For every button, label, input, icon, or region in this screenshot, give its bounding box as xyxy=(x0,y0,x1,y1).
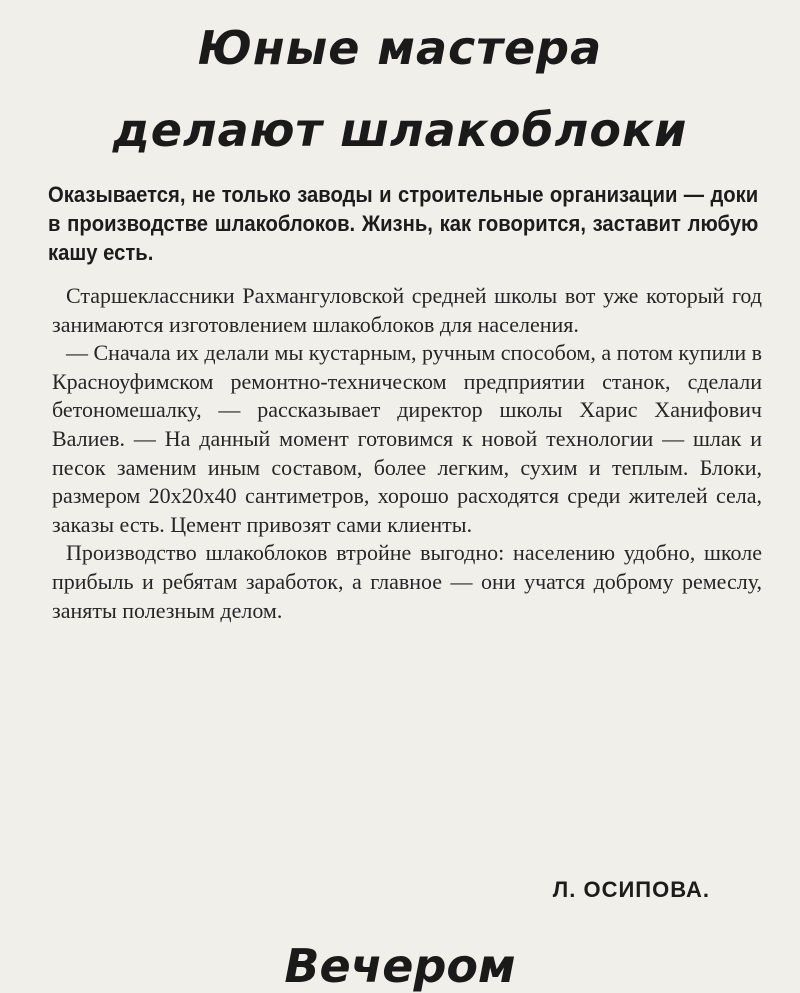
body-paragraph-1: Старшеклассники Рахмангуловской средней школы вот уже который год занимаются изготовлением шлакоблоков для населения. xyxy=(52,283,762,337)
lead-paragraph: Оказывается, не только заводы и строительные организации — доки в производстве шлакоблоков. Жизнь, как говорится, заставит любую кашу есть. xyxy=(48,182,759,265)
body-paragraph-2: — Сначала их делали мы кустарным, ручным способом, а потом купили в Красноуфимском ремонтно-техническом предприятии станок, сделали бетономешалку, — рассказывает директор школы Харис Ханифович Валиев. — На данный момент готовимся к новой технологии — шлак и песок заменим иным составом, более легким, сухим и теплым. Блоки, размером 20х20х40 сантиметров, хорошо расходятся среди жителей села, заказы есть. Цемент привозят сами клиенты. xyxy=(52,340,762,537)
next-article-headline: Вечером xyxy=(284,939,516,993)
headline-line-1: Юные мастера xyxy=(197,21,603,75)
body-paragraph-3: Производство шлакоблоков втройне выгодно: населению удобно, школе прибыль и ребятам заработок, а главное — они учатся доброму ремеслу, заняты полезным делом. xyxy=(52,540,762,623)
author-signature: Л. ОСИПОВА. xyxy=(552,877,710,902)
headline-line-2: делают шлакоблоки xyxy=(112,103,688,157)
article-body xyxy=(52,282,762,625)
